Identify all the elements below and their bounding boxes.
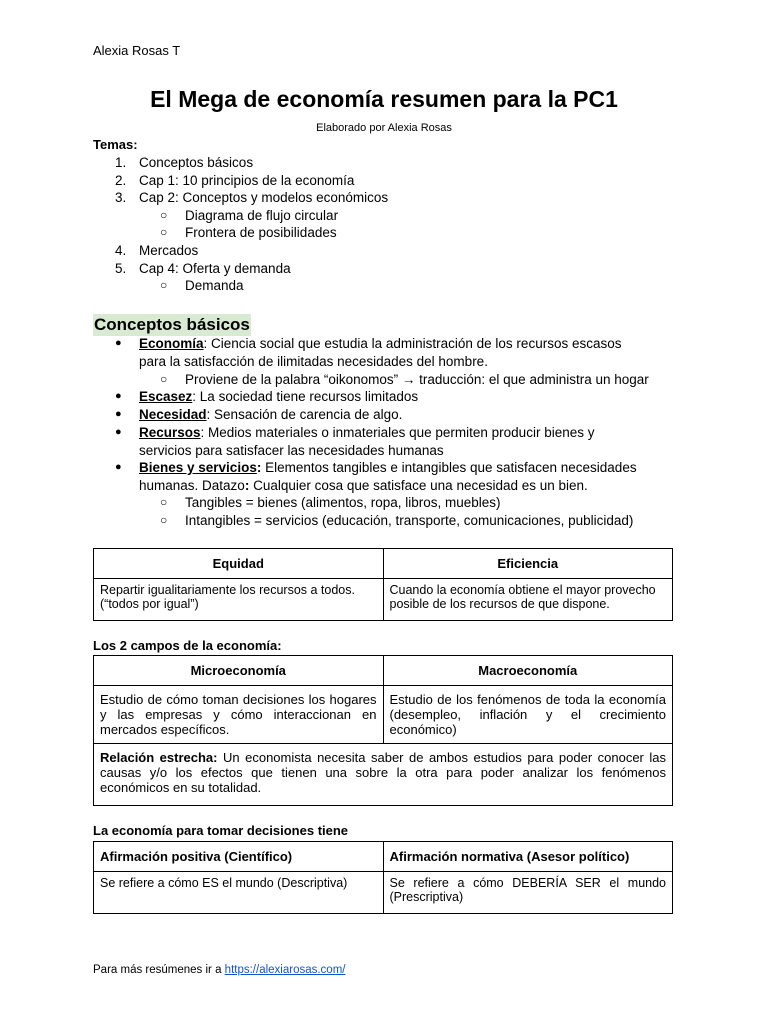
relation-cell (94, 744, 673, 806)
table-campos-economia (93, 655, 673, 806)
relation-label: Relación estrecha: (100, 750, 218, 765)
table-afirmaciones (93, 841, 673, 914)
table-header: Afirmación normativa (Asesor político) (383, 842, 673, 872)
bullet-icon: ● (115, 461, 122, 473)
list-item: Cap 4: Oferta y demanda (139, 261, 291, 276)
definition-continuation (139, 477, 588, 495)
table-header: Microeconomía (94, 656, 384, 686)
list-subitem: Frontera de posibilidades (185, 225, 337, 240)
header-author: Alexia Rosas T (93, 43, 181, 58)
table-equidad-eficiencia (93, 548, 673, 621)
term: Escasez (139, 389, 193, 404)
list-number: 4. (115, 243, 127, 258)
list-item: Mercados (139, 243, 199, 258)
table-header: Equidad (94, 549, 384, 579)
hollow-bullet-icon: ○ (160, 372, 168, 386)
definition-text: Elementos tangibles e intangibles que satisfacen necesidades (261, 460, 637, 475)
footer-link[interactable]: https://alexiarosas.com/ (224, 964, 346, 976)
list-subitem: Intangibles = servicios (educación, transporte, comunicaciones, publicidad) (185, 513, 634, 528)
hollow-bullet-icon: ○ (160, 513, 168, 527)
datazo-text: Cualquier cosa que satisface una necesidad es un bien. (249, 478, 588, 493)
table-cell: Cuando la economía obtiene el mayor provecho posible de los recursos de que dispone. (383, 579, 673, 621)
list-number: 5. (115, 261, 127, 276)
hollow-bullet-icon: ○ (160, 208, 168, 222)
document-title: El Mega de economía resumen para la PC1 (150, 86, 618, 112)
term: Necesidad (139, 407, 207, 422)
term-colon: : (256, 460, 262, 475)
bullet-icon: ● (115, 390, 122, 402)
relation-text: Un economista necesita saber de ambos estudios para poder conocer las causas y/o los efectos que tienen una sobre la otra para poder analizar los fenómenos económicos en su totalidad. (100, 750, 666, 795)
datazo-label: humanas. Datazo (139, 478, 245, 493)
definition-necesidad (139, 406, 402, 424)
table-cell: Repartir igualitariamente los recursos a todos. (“todos por igual”) (94, 579, 384, 621)
table-cell: Estudio de cómo toman decisiones los hogares y las empresas y cómo interaccionan en mercados específicos. (94, 686, 384, 744)
list-subitem: Diagrama de flujo circular (185, 208, 339, 223)
table-title: La economía para tomar decisiones tiene (93, 823, 349, 838)
list-item: Cap 1: 10 principios de la economía (139, 173, 355, 188)
definition-text: : Ciencia social que estudia la administración de los recursos escasos (203, 336, 622, 351)
section-heading-basics: Conceptos básicos (94, 315, 250, 334)
list-number: 2. (115, 173, 127, 188)
list-item: Cap 2: Conceptos y modelos económicos (139, 190, 389, 205)
document-subtitle: Elaborado por Alexia Rosas (316, 122, 452, 134)
datazo-colon: : (244, 478, 250, 493)
definition-text: : Medios materiales o inmateriales que permiten producir bienes y (200, 425, 595, 440)
table-header: Macroeconomía (383, 656, 673, 686)
hollow-bullet-icon: ○ (160, 225, 168, 239)
bullet-icon: ● (115, 337, 122, 349)
topics-label: Temas: (93, 137, 138, 152)
list-number: 3. (115, 190, 127, 205)
table-cell: Se refiere a cómo ES el mundo (Descriptiva) (94, 872, 384, 914)
footer (93, 964, 345, 976)
table-header: Afirmación positiva (Científico) (94, 842, 384, 872)
list-subitem: Proviene de la palabra “oikonomos” → traducción: el que administra un hogar (185, 372, 649, 387)
footer-text: Para más resúmenes ir a (93, 964, 225, 976)
list-item: Conceptos básicos (139, 155, 254, 170)
term: Bienes y servicios (139, 460, 257, 475)
table-cell: Estudio de los fenómenos de toda la economía (desempleo, inflación y el crecimiento económico) (383, 686, 673, 744)
table-cell: Se refiere a cómo DEBERÍA SER el mundo (Prescriptiva) (383, 872, 673, 914)
list-subitem: Demanda (185, 278, 244, 293)
definition-economia (139, 335, 621, 353)
bullet-icon: ● (115, 426, 122, 438)
definition-continuation: servicios para satisfacer las necesidades humanas (139, 443, 444, 458)
hollow-bullet-icon: ○ (160, 495, 168, 509)
list-subitem: Tangibles = bienes (alimentos, ropa, libros, muebles) (185, 495, 501, 510)
definition-text: : Sensación de carencia de algo. (206, 407, 403, 422)
hollow-bullet-icon: ○ (160, 278, 168, 292)
table-title: Los 2 campos de la economía: (93, 638, 282, 653)
term: Economía (139, 336, 204, 351)
list-number: 1. (115, 155, 127, 170)
definition-continuation: para la satisfacción de ilimitadas necesidades del hombre. (139, 354, 488, 369)
table-header: Eficiencia (383, 549, 673, 579)
definition-escasez (139, 388, 418, 406)
definition-bienes (139, 459, 637, 477)
term: Recursos (139, 425, 201, 440)
definition-text: : La sociedad tiene recursos limitados (192, 389, 419, 404)
bullet-icon: ● (115, 408, 122, 420)
definition-recursos (139, 424, 594, 442)
